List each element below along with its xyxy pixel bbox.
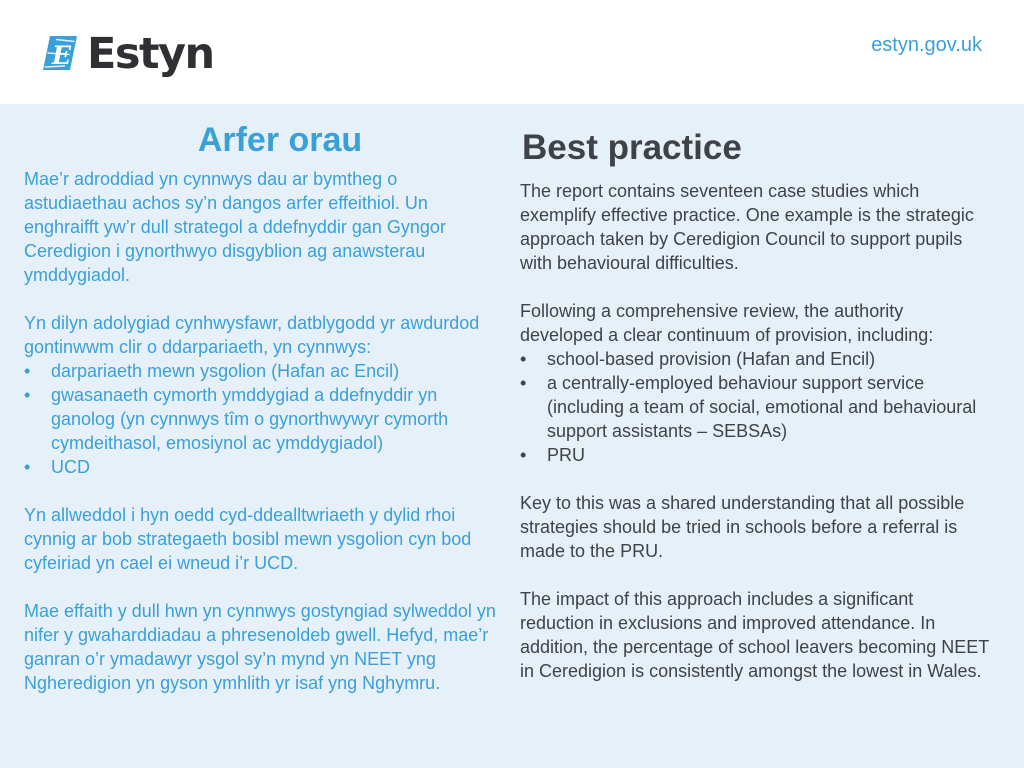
english-bullet-item: • school-based provision (Hafan and Encil) [520,347,990,371]
english-heading: Best practice [522,128,742,167]
site-url: estyn.gov.uk [871,34,982,56]
english-bullet-item: • PRU [520,443,990,467]
english-paragraph-1: The report contains seventeen case studies which exemplify effective practice. One example is the strategic approach taken by Ceredigion Council to support pupils with behavioural difficulties. [520,181,974,273]
english-bullet-item: • a centrally-employed behaviour support service (including a team of social, emotional and behavioural support assistants – SEBSAs) [520,371,990,443]
svg-text:E: E [52,41,72,70]
english-bullet-list [520,347,990,467]
estyn-logo [43,29,223,83]
welsh-body [24,167,500,719]
welsh-bullet-item: • darpariaeth mewn ysgolion (Hafan ac Encil) [24,359,500,383]
welsh-paragraph-3: Yn allweddol i hyn oedd cyd-ddealltwriaeth y dylid rhoi cynnig ar bob strategaeth bosibl mewn ysgolion cyn bod cyfeiriad yn cael ei wneud i’r UCD. [24,505,472,573]
welsh-paragraph-1: Mae’r adroddiad yn cynnwys dau ar bymtheg o astudiaethau achos sy’n dangos arfer effeithiol. Un enghraifft yw’r dull strategol a ddefnyddir gan Gyngor Ceredigion i gynorthwyo disgyblion ag anawsterau ymddygiadol. [24,169,446,285]
english-paragraph-2: Following a comprehensive review, the authority developed a clear continuum of provision, including: [520,301,934,345]
english-paragraph-4: The impact of this approach includes a significant reduction in exclusions and improved attendance. In addition, the percentage of school leavers becoming NEET in Ceredigion is consistently amongst the lowest in Wales. [520,589,989,681]
welsh-paragraph-4: Mae effaith y dull hwn yn cynnwys gostyngiad sylweddol yn nifer y gwaharddiadau a phresenoldeb gwell. Hefyd, mae’r ganran o’r ymadawyr ysgol sy’n mynd yn NEET yng Ngheredigion yn gyson ymhlith yr isaf yng Nghymru. [24,601,496,693]
welsh-heading: Arfer orau [197,121,363,159]
logo-wordmark: Estyn [87,29,214,79]
english-paragraph-3: Key to this was a shared understanding that all possible strategies should be tried in schools before a referral is made to the PRU. [520,493,965,561]
welsh-paragraph-2: Yn dilyn adolygiad cynhwysfawr, datblygodd yr awdurdod gontinwwm clir o ddarpariaeth, yn cynnwys: [24,313,480,357]
content-panel [0,104,1024,768]
english-body [520,179,990,707]
welsh-bullet-item: • gwasanaeth cymorth ymddygiad a ddefnyddir yn ganolog (yn cynnwys tîm o gynorthwywyr cymorth cymdeithasol, emosiynol ac ymddygiadol) [24,383,500,455]
welsh-bullet-item: • UCD [24,455,500,479]
estyn-logo-icon [43,36,77,70]
slide-header [0,0,1024,104]
welsh-bullet-list [24,359,500,479]
